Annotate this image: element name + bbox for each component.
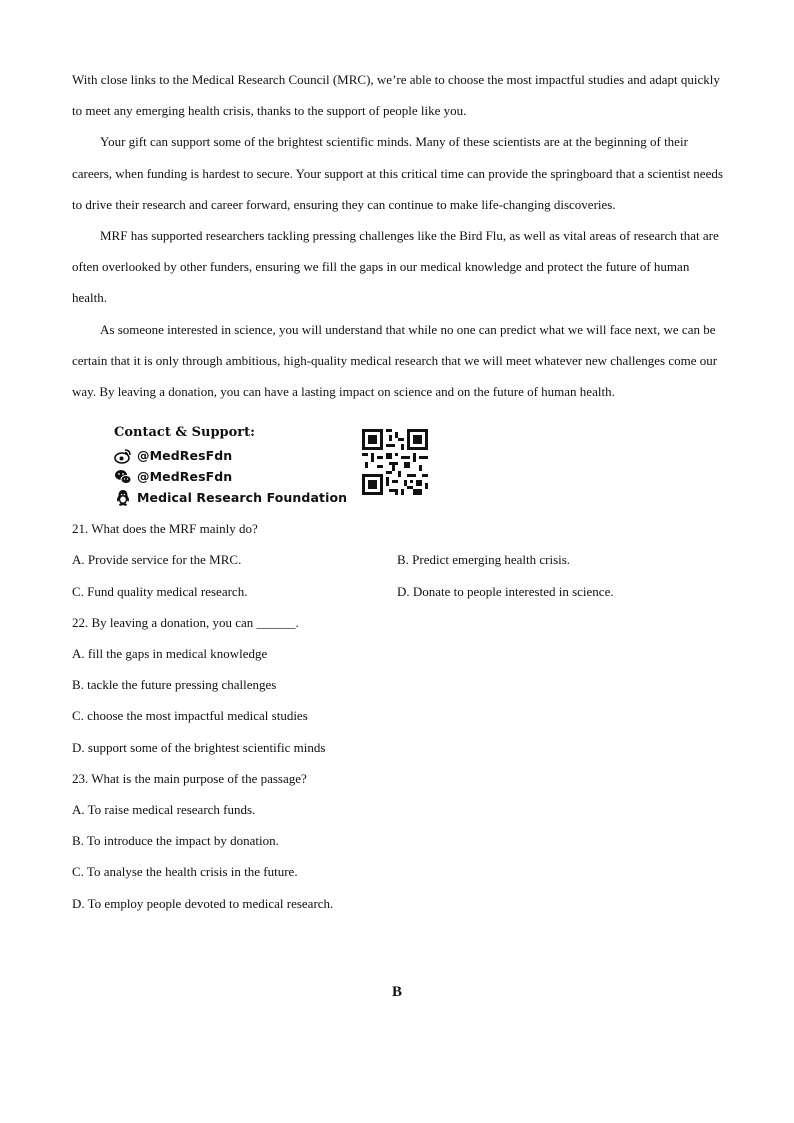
contact-box bbox=[114, 423, 347, 508]
question-22-option-b: B. tackle the future pressing challenges bbox=[72, 677, 277, 693]
qq-name: Medical Research Foundation bbox=[137, 490, 348, 506]
question-21-option-b: B. Predict emerging health crisis. bbox=[397, 552, 571, 568]
section-heading-b: B bbox=[391, 984, 402, 1000]
passage-paragraph-3: MRF has supported researchers tackling pressing challenges like the Bird Flu, as well as vital areas of research that are often overlooked by other funders, ensuring we fill the gaps in our medical knowledge and protect the future of human health. bbox=[72, 228, 719, 306]
question-21-options-row-1 bbox=[72, 544, 724, 575]
passage-paragraph-4: As someone interested in science, you will understand that while no one can predict what we will face next, we can be certain that it is only through ambitious, high-quality medical research that we will meet whatever new challenges come our way. By leaving a donation, you can have a lasting impact on science and on the future of human health. bbox=[72, 321, 718, 400]
qr-code-icon bbox=[362, 429, 428, 495]
document-page bbox=[72, 64, 724, 919]
contact-row-weibo bbox=[114, 445, 347, 466]
question-21-stem: 21. What does the MRF mainly do? bbox=[72, 521, 258, 537]
question-22-option-d: D. support some of the brightest scientific minds bbox=[72, 739, 326, 755]
question-22-stem: 22. By leaving a donation, you can ______. bbox=[72, 614, 299, 630]
passage-paragraph-1: With close links to the Medical Research Council (MRC), we’re able to choose the most impactful studies and adapt quickly to meet any emerging health crisis, thanks to the support of people like you. bbox=[72, 72, 720, 119]
question-23-option-c: C. To analyse the health crisis in the future. bbox=[72, 864, 298, 880]
contact-section bbox=[72, 423, 724, 513]
question-23-option-a: A. To raise medical research funds. bbox=[72, 802, 256, 818]
question-22-option-c: C. choose the most impactful medical studies bbox=[72, 708, 308, 724]
question-21-option-a: A. Provide service for the MRC. bbox=[72, 552, 242, 568]
question-23-option-b: B. To introduce the impact by donation. bbox=[72, 833, 279, 849]
question-21-option-c: C. Fund quality medical research. bbox=[72, 583, 248, 599]
contact-row-qq bbox=[114, 487, 347, 508]
wechat-icon bbox=[114, 468, 132, 486]
weibo-handle: @MedResFdn bbox=[137, 448, 233, 464]
question-22-option-a: A. fill the gaps in medical knowledge bbox=[72, 646, 268, 662]
contact-title: Contact & Support: bbox=[114, 425, 255, 441]
wechat-handle: @MedResFdn bbox=[137, 469, 233, 485]
weibo-icon bbox=[114, 447, 132, 465]
question-21-option-d: D. Donate to people interested in science. bbox=[397, 583, 614, 599]
question-23-option-d: D. To employ people devoted to medical research. bbox=[72, 895, 334, 911]
qq-penguin-icon bbox=[114, 489, 132, 507]
passage-paragraph-2: Your gift can support some of the brightest scientific minds. Many of these scientists are at the beginning of their careers, when funding is hardest to secure. Your support at this critical time can provide the springboard that a scientist needs to drive their research and career forward, ensuring they can continue to make life-changing discoveries. bbox=[72, 134, 723, 212]
contact-row-wechat bbox=[114, 466, 347, 487]
question-21-options-row-2 bbox=[72, 576, 724, 607]
question-23-stem: 23. What is the main purpose of the passage? bbox=[72, 770, 307, 786]
